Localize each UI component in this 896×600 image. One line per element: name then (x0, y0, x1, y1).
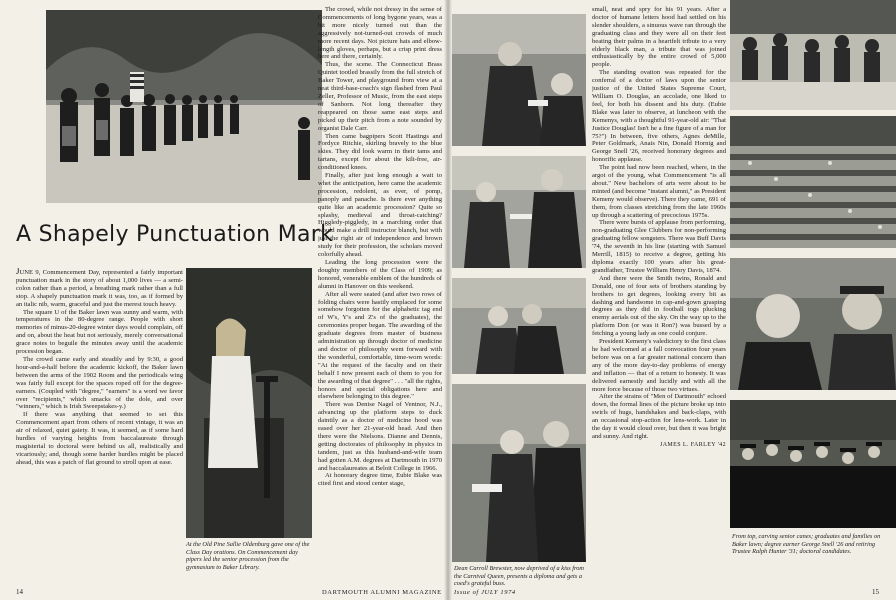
dropcap: J (16, 268, 20, 276)
column-1 (16, 268, 183, 590)
column-3 (592, 6, 726, 578)
col2-p3: Then came bagpipers Scott Hastings and Fordyce Ritchie, skirling bravely to the blue skies. They did look warm in their tams and tartans, except for about the kilt-free, air-conditioned knees. (318, 132, 442, 172)
col3-p4: There were bursts of applause from performing, non-graduating Glee Clubbers for non-performing graduating fellow songsters. There was Buff Davis '74, the seventh in his line (starting with Samuel Merrill, 1815) to receive a degree, getting his diploma exactly 100 years after his great-grandfather, Trustee William Henry Davis, 1874. (592, 219, 726, 274)
col3-p1: small, neat and spry for his 91 years. After a doctor of humane letters hood had settled on his slender shoulders, a sinuous wave ran through the graduating class and they were all on their feet beating their palms in a heartfelt tribute to a very elderly black man, a tribute that was joined enthusiastically by the entire crowd of 5,000 people. (592, 6, 726, 69)
caption-right-photos: From top, carving senior canes; graduates and families on Baker lawn; degree earner George Snell '26 and retiring Trustee Ralph Hunter '31; doctoral candidates. (732, 533, 881, 556)
col2-p5: Leading the long procession were the doughty members of the Class of 1909; as honored, venerable emblem of the hundreds of alumni in Hanover on this weekend. (318, 259, 442, 290)
photo-procession-bagpipers (46, 10, 322, 203)
photo-diploma-1 (452, 14, 586, 146)
col3-p7: After the strains of "Men of Dartmouth" echoed down, the formal lines of the picture broke up into swirls of hugs, handshakes and back-claps, with an occasional stop-action for lens-work. Later in the day it would cloud over, but then it was bright and sunny. And right. (592, 393, 726, 440)
col1-p3: The crowd came early and steadily and by 9:30, a good hour-and-a-half before the academic kickoff, the Baker lawn between the arms of the 1902 Room and the periodicals wing was fairly full except for the spaces roped off for the degree-earners. (Coupled with "degree," "earners" is a word we favor over "recipients," which smacks of the dole, and over "winners," which is Irish Sweepstakes-y.) (16, 355, 183, 411)
col2-p6: After all were seated (and after two rows of folding chairs were hastily emplaced for some somehow forgotten for the alphabetic tag end of W's, Y's and Z's of the graduates), the ceremonies proper began. The awarding of the graduate degrees from master of business administration up through doctor of medicine and doctor of philosophy went forward with the wonderful, comfortable, time-worn words: "At the request of the faculty and on their behalf I now present each of them to you for the awarding of that degree" . . . "all the rights, honors and special obligations here and elsewhere belonging to this degree." (318, 290, 442, 401)
photo-snell-hunter (730, 258, 896, 390)
photo-diploma-2 (452, 156, 586, 268)
col3-p5: And there were the Smith twins, Ronald and Donald, one of four sets of brothers standing by brothers to get degrees, looking every bit as dashing and handsome in cap-and-gown grasping degrees as they did in football togs plucking enemy aerials out of the sky. On the way up to the platform Don (or was it Ron?) was bussed by a fetching a young lady as one could conjure. (592, 274, 726, 338)
running-footer-left: DARTMOUTH ALUMNI MAGAZINE (322, 589, 442, 596)
photo-doctoral-candidates (730, 400, 896, 528)
col2-p4: Finally, after just long enough a wait to whet the anticipation, here came the academic procession, redolent, as ever, of pomp, panoply and panache. Is there ever anything quite like an academic procession? Quite so splashy, medieval and throat-catching? Higgledy-piggledy, in a marching order that would make a drill instructor blanch, but with just the right air of independence and brown study for their profession, the scholars moved colorfully ahead. (318, 172, 442, 259)
column-2 (318, 6, 442, 590)
photo-brewster-coed (452, 384, 586, 562)
right-page (448, 0, 896, 600)
caption-left-photo: At the Old Pine Sallie Oldenburg gave one of the Class Day orations. On Commencement day pipers led the senior procession from the gymnasium to Baker Library. (186, 541, 310, 571)
folio-left: 14 (16, 588, 23, 596)
col2-p7: There was Denise Nagel of Ventnor, N.J., advancing up the platform steps to duck daintily as a doctor of medicine hood was eased over her 21-year-old head. And then there were the Nielsons. Dianne and Dennis, getting doctorates of philosophy in physics in tandem, just as this husband-and-wife team had gotten A.M. degrees at Dartmouth in 1970 and baccalaureates at Beloit College in 1966. (318, 401, 442, 472)
col3-p3: The point had now been reached, where, in the argot of the young, what Commencement "is all about." New bachelors of arts were about to be minted (and become "instant alumni," as President Kemeny would observe). There they came, 691 of them, from classes stretching from the late 1960s up through a scattering of precocious 1975s. (592, 164, 726, 219)
photo-baker-lawn-crowd (730, 116, 896, 248)
folio-right: 15 (872, 588, 879, 596)
photo-carving-canes (730, 0, 896, 110)
col3-p6: President Kemeny's valedictory to the first class he had welcomed at a fall convocation four years before was on a far greater national concern than any of the more day-to-day problems of energy and inflation — that of a return to honesty. It was delivered earnestly and lucidly and with all the more force because of those two virtues. (592, 338, 726, 393)
col1-p4: If there was anything that seemed to set this Commencement apart from others of recent vintage, it was an air of relaxed, quiet gaiety. It was, it seemed, as if some hard hurdles of varying heights from baccalaureate through magisterial to doctoral were behind us all, realistically and vicariously; and, though some harder hurdles might be placed ahead, this was a patch of flat ground to stroll upon at ease. (16, 411, 183, 466)
photo-kiss-diploma (452, 278, 586, 374)
caption-center-photo: Dean Carroll Brewster, now deprived of a kiss from the Carnival Queen, presents a diploma and gets a coed's grateful buss. (454, 565, 584, 588)
col2-p8: At honorary degree time, Eubie Blake was cited first and stood center stage, (318, 472, 442, 488)
running-footer-right: Issue of JULY 1974 (454, 589, 516, 596)
spine-gutter (444, 0, 452, 600)
col3-p2: The standing ovation was repeated for the conferral of a doctor of laws upon the senior justice of the United States Supreme Court, William O. Douglas, an accolade, one liked to feel, for both his dissent and his duty. (Eubie Blake was later to observe, at luncheon with the Kemenys, with a thoughtful 91-year-old air: "That Justice Douglas! Isn't he a fine figure of a man for 75?") In between, five others, Agnes deMille, Peter Goldmark, Anais Nin, Donald Hornig and George Snell '26, received honorary degrees and honorific applause. (592, 69, 726, 164)
col1-p2: The square U of the Baker lawn was sunny and warm, with temperatures in the 80-degree range. People with short memories of minus-20-degree winter days would complain, off and on, about the heat but not seriously, merely conversational grace notes to beguile the minutes away until the academic procession began. (16, 308, 183, 356)
author-signature: JAMES L. FARLEY '42 (659, 441, 726, 448)
col1-p1: UNE 9, Commencement Day, represented a fairly important punctuation mark in the story of about 1,000 lives — a semi-colon rather than a period, a breathing mark rather than a full stop. A shapely punctuation mark it was, too, as if formed by an italic nib, warm, graceful and just the merest touch heavy. (16, 269, 183, 308)
col2-p2: Thus, the scene. The Connecticut Brass Quintet tootled brassily from the full stretch of Baker Tower, and playground from view at a neat third-base-coach's sign flashed from Paul Zeller, Professor of Music, from the east steps of Sanborn. Not long thereafter they reappeared on those same east steps and picked up their pitch from a note sounded by organist Dale Carr. (318, 61, 442, 132)
headline: A Shapely Punctuation Mark (16, 222, 334, 247)
photo-oldenburg-oration (186, 268, 312, 538)
col2-p1: The crowd, while not dressy in the sense of Commencements of long bygone years, was a bit more nicely turned out than the aggressively not-turned-out crowds of much more recent days. Not picture hats and elbow-length gloves, perhaps, but a crisp print dress here and there, certainly. (318, 6, 442, 61)
